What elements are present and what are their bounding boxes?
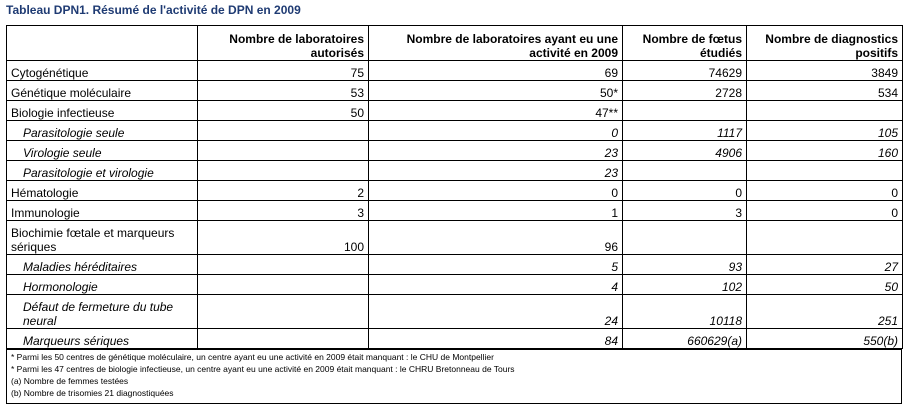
cell-positive: 0	[747, 201, 903, 221]
cell-positive: 534	[747, 81, 903, 101]
cell-positive	[747, 101, 903, 121]
cell-active: 1	[369, 201, 623, 221]
cell-authorized	[198, 121, 369, 141]
table-row	[7, 201, 903, 221]
cell-fetuses: 0	[623, 181, 747, 201]
cell-fetuses	[623, 221, 747, 255]
cell-authorized: 2	[198, 181, 369, 201]
footnote: (a) Nombre de femmes testées	[11, 376, 129, 386]
cell-fetuses: 74629	[623, 61, 747, 81]
cell-positive: 50	[747, 275, 903, 295]
footnote: * Parmi les 50 centres de génétique moléculaire, un centre ayant eu une activité en 2009 était manquant : le CHU de Montpellier	[11, 352, 494, 362]
footnote: * Parmi les 47 centres de biologie infectieuse, un centre ayant eu une activité en 2009 était manquant : le CHRU Bretonneau de Tours	[11, 364, 515, 374]
cell-fetuses: 4906	[623, 141, 747, 161]
dpn-activity-table	[6, 25, 903, 349]
row-label: Biochimie fœtale et marqueurs sériques	[7, 221, 198, 255]
cell-fetuses	[623, 101, 747, 121]
header-row	[7, 26, 903, 61]
cell-authorized	[198, 275, 369, 295]
cell-fetuses: 3	[623, 201, 747, 221]
cell-fetuses	[623, 161, 747, 181]
table-row	[7, 275, 903, 295]
header-positive-diagnoses: Nombre de diagnostics positifs	[747, 26, 903, 61]
header-active-labs: Nombre de laboratoires ayant eu une activité en 2009	[369, 26, 623, 61]
cell-active: 69	[369, 61, 623, 81]
table-row	[7, 141, 903, 161]
table-row	[7, 61, 903, 81]
table-row	[7, 81, 903, 101]
row-label: Marqueurs sériques	[7, 329, 198, 349]
table-row	[7, 255, 903, 275]
table-row	[7, 181, 903, 201]
cell-active: 47**	[369, 101, 623, 121]
cell-active: 50*	[369, 81, 623, 101]
table-row	[7, 329, 903, 349]
cell-active: 5	[369, 255, 623, 275]
header-blank-cell	[7, 26, 198, 61]
cell-positive: 550(b)	[747, 329, 903, 349]
row-label: Biologie infectieuse	[7, 101, 198, 121]
cell-positive: 27	[747, 255, 903, 275]
table-row	[7, 161, 903, 181]
row-label: Immunologie	[7, 201, 198, 221]
row-label: Parasitologie seule	[7, 121, 198, 141]
row-label: Virologie seule	[7, 141, 198, 161]
cell-authorized: 50	[198, 101, 369, 121]
cell-positive	[747, 161, 903, 181]
cell-active: 0	[369, 181, 623, 201]
cell-active: 23	[369, 161, 623, 181]
cell-authorized	[198, 141, 369, 161]
cell-active: 0	[369, 121, 623, 141]
cell-authorized: 3	[198, 201, 369, 221]
cell-positive: 0	[747, 181, 903, 201]
cell-active: 24	[369, 295, 623, 329]
cell-positive: 251	[747, 295, 903, 329]
cell-authorized: 100	[198, 221, 369, 255]
cell-authorized: 75	[198, 61, 369, 81]
footnote: (b) Nombre de trisomies 21 diagnostiquées	[11, 388, 174, 398]
header-fetuses-studied: Nombre de fœtus étudiés	[623, 26, 747, 61]
cell-fetuses: 102	[623, 275, 747, 295]
row-label: Hormonologie	[7, 275, 198, 295]
row-label: Maladies héréditaires	[7, 255, 198, 275]
cell-fetuses: 2728	[623, 81, 747, 101]
cell-active: 96	[369, 221, 623, 255]
cell-authorized	[198, 329, 369, 349]
cell-positive: 3849	[747, 61, 903, 81]
cell-active: 84	[369, 329, 623, 349]
cell-positive: 160	[747, 141, 903, 161]
table-footnotes	[6, 349, 902, 404]
row-label: Parasitologie et virologie	[7, 161, 198, 181]
cell-fetuses: 1117	[623, 121, 747, 141]
cell-active: 4	[369, 275, 623, 295]
cell-authorized	[198, 255, 369, 275]
cell-authorized	[198, 295, 369, 329]
cell-fetuses: 93	[623, 255, 747, 275]
table-row	[7, 295, 903, 329]
table-title: Tableau DPN1. Résumé de l'activité de DPN en 2009	[6, 3, 301, 17]
cell-positive: 105	[747, 121, 903, 141]
row-label: Cytogénétique	[7, 61, 198, 81]
cell-authorized: 53	[198, 81, 369, 101]
row-label: Hématologie	[7, 181, 198, 201]
table-row	[7, 121, 903, 141]
table-row	[7, 101, 903, 121]
cell-active: 23	[369, 141, 623, 161]
cell-positive	[747, 221, 903, 255]
cell-authorized	[198, 161, 369, 181]
header-authorized-labs: Nombre de laboratoires autorisés	[198, 26, 369, 61]
table-row	[7, 221, 903, 255]
cell-fetuses: 10118	[623, 295, 747, 329]
row-label: Génétique moléculaire	[7, 81, 198, 101]
row-label: Défaut de fermeture du tube neural	[7, 295, 198, 329]
cell-fetuses: 660629(a)	[623, 329, 747, 349]
